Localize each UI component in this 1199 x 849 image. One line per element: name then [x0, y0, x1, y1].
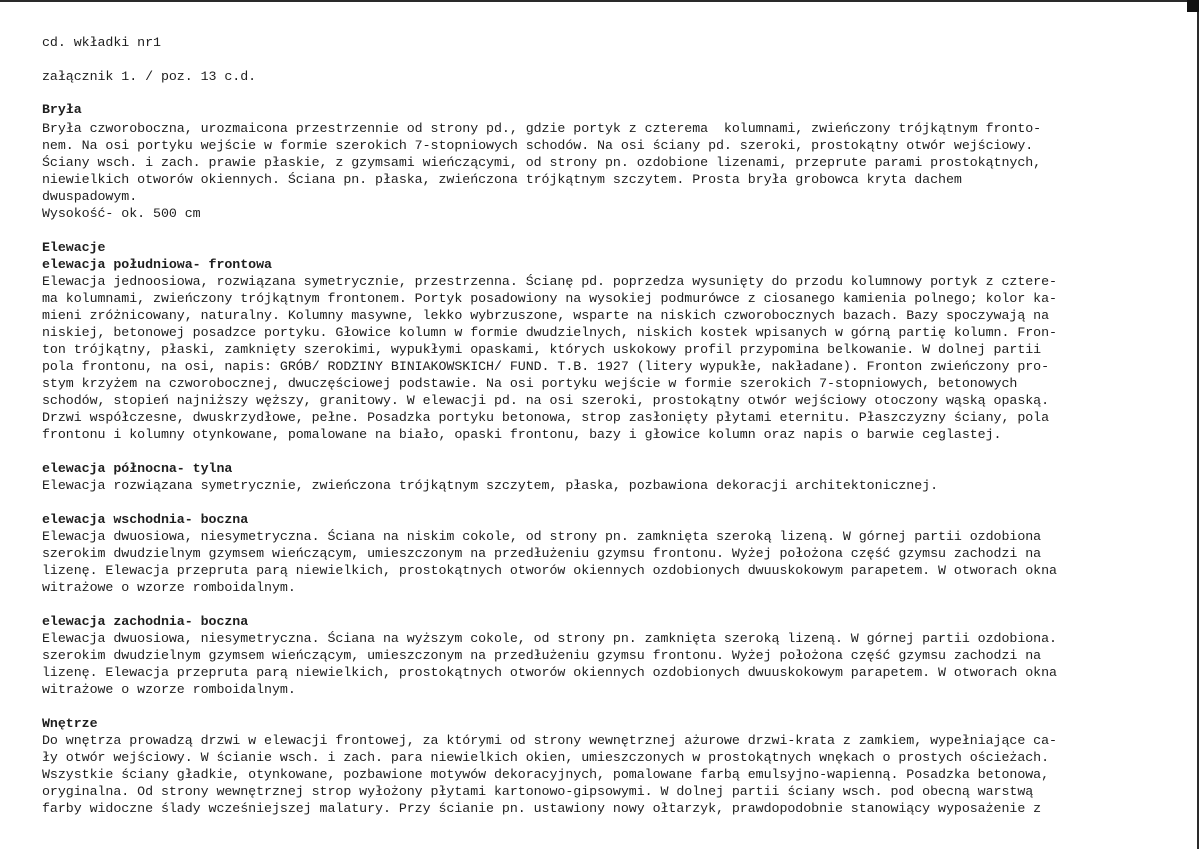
zachodnia-line: szerokim dwudzielnym gzymsem wieńczącym, umieszczonym na przedłużeniu gzymsu frontonu. Wyżej położona część gzymsu zachodzi na — [42, 648, 1042, 663]
bryla-line: Ściany wsch. i zach. prawie płaskie, z gzymsami wieńczącymi, od strony pn. ozdobione lizenami, przeprute parami prostokątnych, — [42, 155, 1042, 170]
zachodnia-line: lizenę. Elewacja przepruta parą niewielkich, prostokątnych otworów okiennych ozdobionych dwuuskokowym parapetem. W otworach okna — [42, 665, 1057, 680]
subheading-elewacja-wschodnia: elewacja wschodnia- boczna — [42, 512, 249, 527]
zachodnia-line: Elewacja dwuosiowa, niesymetryczna. Ściana na wyższym cokole, od strony pn. zamknięta szeroką lizeną. W górnej partii ozdobiona. — [42, 631, 1057, 646]
scan-edge-top — [0, 0, 1199, 2]
poludniowa-line: Drzwi współczesne, dwuskrzydłowe, pełne. Posadzka portyku betonowa, strop zasłonięty płytami eternitu. Płaszczyzny ściany, pola — [42, 410, 1050, 425]
wschodnia-line: Elewacja dwuosiowa, niesymetryczna. Ściana na niskim cokole, od strony pn. zamknięta szeroką lizeną. W górnej partii ozdobiona — [42, 529, 1042, 544]
wnetrze-line: farby widoczne ślady wcześniejszej malatury. Przy ścianie pn. ustawiony nowy ołtarzyk, prawdopodobnie stanowiący wyposażenie z — [42, 801, 1042, 816]
wschodnia-line: szerokim dwudzielnym gzymsem wieńczącym, umieszczonym na przedłużeniu gzymsu frontonu. Wyżej położona część gzymsu zachodzi na — [42, 546, 1042, 561]
poludniowa-line: frontonu i kolumny otynkowane, pomalowane na biało, opaski frontonu, bazy i głowice kolumn oraz napis o barwie ceglastej. — [42, 427, 1002, 442]
zachodnia-line: witrażowe o wzorze romboidalnym. — [42, 682, 296, 697]
wnetrze-line: oryginalna. Od strony wewnętrznej strop wyłożony płytami kartonowo-gipsowymi. W dolnej partii ściany wsch. pod obecną warstwą — [42, 784, 1034, 799]
poludniowa-line: mieni zróżnicowany, naturalny. Kolumny masywne, lekko wybrzuszone, wsparte na niskich czworobocznych bazach. Bazy spoczywają na — [42, 308, 1050, 323]
poludniowa-line: niskiej, betonowej posadzce portyku. Głowice kolumn w formie dwudzielnych, niskich kostek wpisanych w górną partię kolumn. Fron- — [42, 325, 1057, 340]
polnocna-line: Elewacja rozwiązana symetrycznie, zwieńczona trójkątnym szczytem, płaska, pozbawiona dekoracji architektonicznej. — [42, 478, 939, 493]
subheading-elewacja-poludniowa: elewacja południowa- frontowa — [42, 257, 272, 272]
wnetrze-line: Wszystkie ściany gładkie, otynkowane, pozbawione motywów dekoracyjnych, pomalowane farbą emulsyjno-wapienną. Posadzka betonowa, — [42, 767, 1050, 782]
poludniowa-line: ton trójkątny, płaski, zamknięty szerokimi, wypukłymi opaskami, których uskokowy profil przypomina belkowanie. W dolnej partii — [42, 342, 1042, 357]
poludniowa-line: ma kolumnami, zwieńczony trójkątnym frontonem. Portyk posadowiony na wysokiej podmurówce z ciosanego kamienia polnego; kolor ka- — [42, 291, 1057, 306]
poludniowa-line: Elewacja jednoosiowa, rozwiązana symetrycznie, przestrzenna. Ścianę pd. poprzedza wysunięty do przodu kolumnowy portyk z cztere- — [42, 274, 1057, 289]
scan-corner-mark — [1187, 0, 1199, 12]
wnetrze-line: Do wnętrza prowadzą drzwi w elewacji frontowej, za którymi od strony wewnętrznej ażurowe drzwi-krata z zamkiem, wypełniające ca- — [42, 733, 1057, 748]
poludniowa-line: pola frontonu, na osi, napis: GRÓB/ RODZINY BINIAKOWSKICH/ FUND. T.B. 1927 (litery wypukłe, nakładane). Fronton zwieńczony pro- — [42, 359, 1050, 374]
section-heading-elewacje: Elewacje — [42, 240, 106, 255]
continuation-note: cd. wkładki nr1 — [42, 35, 161, 50]
bryla-line: nem. Na osi portyku wejście w formie szerokich 7-stopniowych schodów. Na osi ściany pd. szeroki, prostokątny otwór wejściowy. — [42, 138, 1034, 153]
poludniowa-line: schodów, stopień najniższy węższy, granitowy. W elewacji pd. na osi szeroki, prostokątny otwór wejściowy otoczony wąską opaską. — [42, 393, 1050, 408]
attachment-reference: załącznik 1. / poz. 13 c.d. — [42, 69, 257, 84]
wschodnia-line: lizenę. Elewacja przepruta parą niewielkich, prostokątnych otworów okiennych ozdobionych dwuuskokowym parapetem. W otworach okna — [42, 563, 1057, 578]
subheading-elewacja-polnocna: elewacja północna- tylna — [42, 461, 233, 476]
wnetrze-line: ły otwór wejściowy. W ścianie wsch. i zach. para niewielkich okien, umieszczonych w prostokątnych wnękach o prostych ościeżach. — [42, 750, 1050, 765]
bryla-line: dwuspadowym. — [42, 189, 138, 204]
bryla-line: niewielkich otworów okiennych. Ściana pn. płaska, zwieńczona trójkątnym szczytem. Prosta bryła grobowca kryta dachem — [42, 172, 962, 187]
subheading-elewacja-zachodnia: elewacja zachodnia- boczna — [42, 614, 249, 629]
section-heading-bryla: Bryła — [42, 102, 82, 117]
wschodnia-line: witrażowe o wzorze romboidalnym. — [42, 580, 296, 595]
bryla-line: Bryła czworoboczna, urozmaicona przestrzennie od strony pd., gdzie portyk z czterema kolumnami, zwieńczony trójkątnym fronto- — [42, 121, 1042, 136]
poludniowa-line: stym krzyżem na czworobocznej, dwuczęściowej podstawie. Na osi portyku wejście w formie szerokich 7-stopniowych, betonowych — [42, 376, 1018, 391]
section-heading-wnetrze: Wnętrze — [42, 716, 98, 731]
bryla-height: Wysokość- ok. 500 cm — [42, 206, 201, 221]
